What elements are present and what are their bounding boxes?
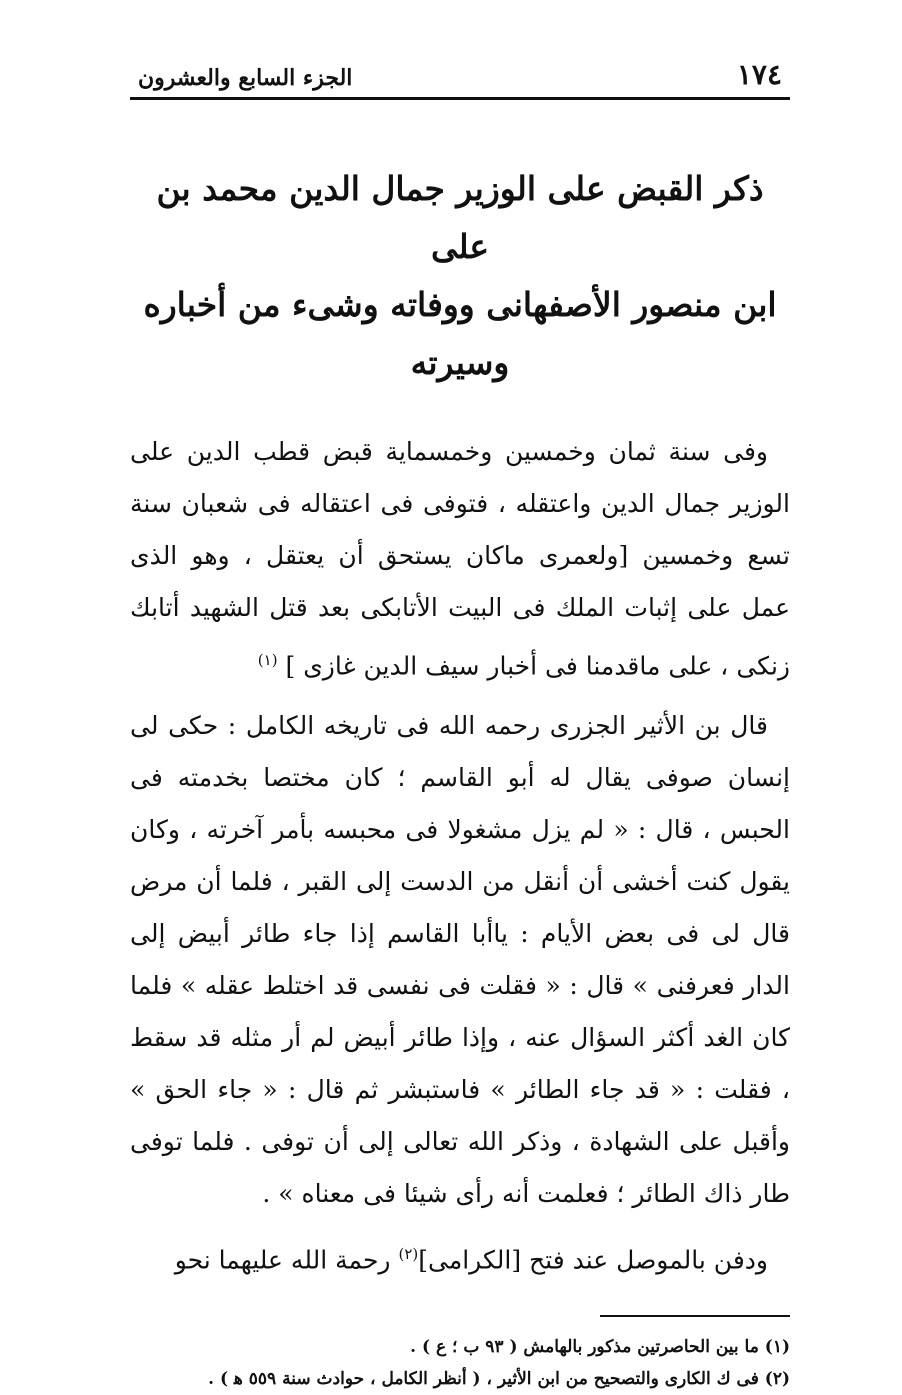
footnote-2: (٢) فى ك الكارى والتصحيح من ابن الأثير ، ( أنظر الكامل ، حوادث سنة ٥٥٩ ﻫ ) . — [208, 1368, 790, 1389]
paragraph-1 — [130, 426, 790, 692]
paragraph-3-text-end: رحمة الله عليهما نحو — [174, 1245, 399, 1275]
section-title-line-1: ذكر القبض على الوزير جمال الدين محمد بن على — [156, 169, 764, 266]
section-title-line-2: ابن منصور الأصفهانى ووفاته وشىء من أخباره وسيرته — [143, 285, 777, 382]
page-number: ١٧٤ — [736, 58, 782, 91]
footnote-separator — [600, 1315, 790, 1317]
footnote-ref-2: (٢) — [398, 1245, 419, 1264]
footnote-1: (١) ما بين الحاصرتين مذكور بالهامش ( ٩٣ ب ؛ ع ) . — [410, 1336, 790, 1357]
footnote-ref-1: (١) — [257, 651, 278, 669]
paragraph-3-text-start: ودفن بالموصل عند فتح [الكرامى] — [418, 1245, 768, 1275]
page-header — [130, 55, 790, 91]
paragraph-1-text: وفى سنة ثمان وخمسين وخمسماية قبض قطب الدين على الوزير جمال الدين واعتقله ، فتوفى فى اعتقاله فى شعبان سنة تسع وخمسين [ولعمرى ماكان يستحق أن يعتقل ، وهو الذى عمل على إثبات الملك فى البيت الأتابكى بعد قتل الشهيد أتابك زنكى ، على ماقدمنا فى أخبار سيف الدين غازى ] — [130, 437, 790, 681]
section-title — [130, 160, 790, 392]
book-page — [130, 55, 790, 1395]
paragraph-3 — [130, 1228, 790, 1286]
body-text — [130, 426, 790, 1287]
header-rule — [130, 97, 790, 100]
footnotes — [130, 1331, 790, 1395]
running-title: الجزء السابع والعشرون — [138, 65, 353, 91]
paragraph-2: قال بن الأثير الجزرى رحمه الله فى تاريخه الكامل : حكى لى إنسان صوفى يقال له أبو القاسم ؛ كان مختصا بخدمته فى الحبس ، قال : « لم يزل مشغولا فى محبسه بأمر آخرته ، وكان يقول كنت أخشى أن أنقل من الدست إلى القبر ، فلما أن مرض قال لى فى بعض الأيام : ياأبا القاسم إذا جاء طائر أبيض إلى الدار فعرفنى » قال : « فقلت فى نفسى قد اختلط عقله » فلما كان الغد أكثر السؤال عنه ، وإذا طائر أبيض لم أر مثله قد سقط ، فقلت : « قد جاء الطائر » فاستبشر ثم قال : « جاء الحق » وأقبل على الشهادة ، وذكر الله تعالى إلى أن توفى . فلما توفى طار ذاك الطائر ؛ فعلمت أنه رأى شيئا فى معناه » . — [130, 711, 790, 1209]
